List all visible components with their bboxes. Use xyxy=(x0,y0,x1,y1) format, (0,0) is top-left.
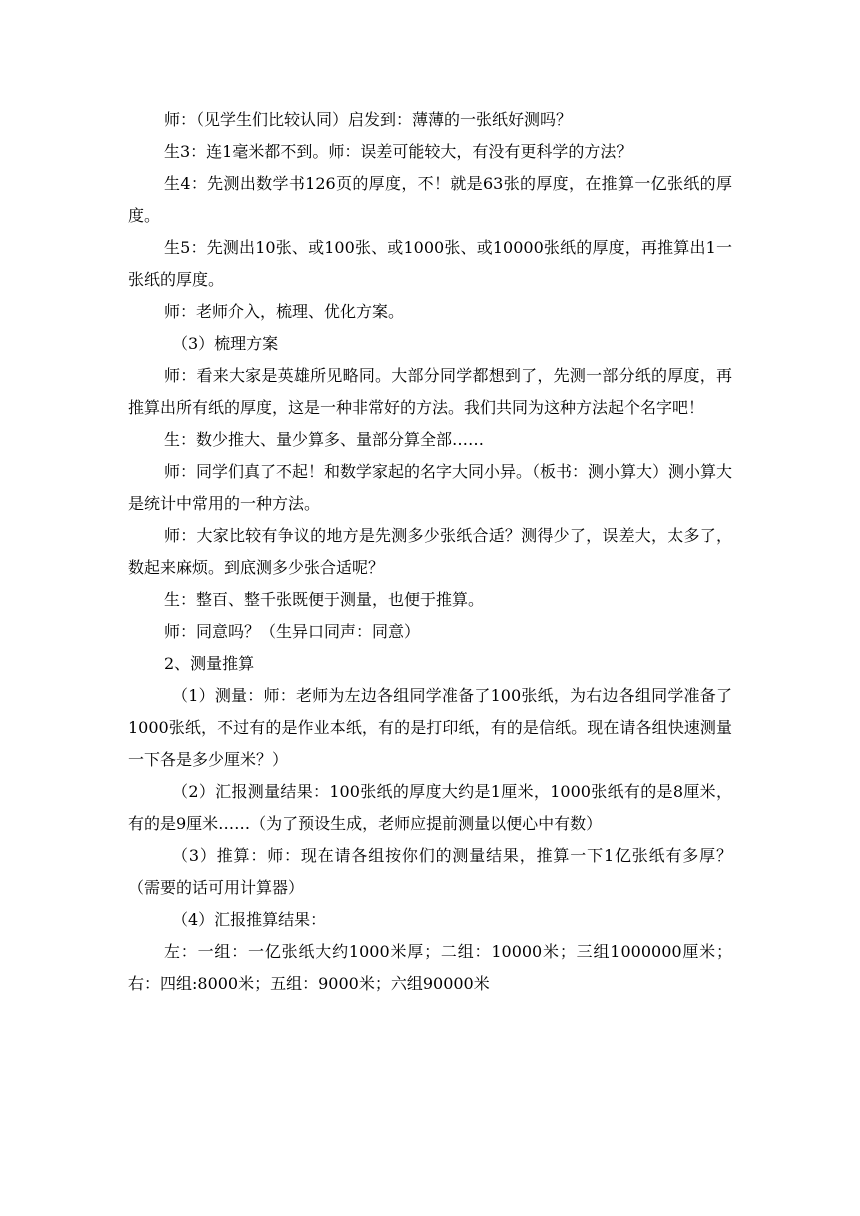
paragraph-measure-step4: （4）汇报推算结果： xyxy=(172,910,327,929)
paragraph-teacher-praise: 师：同学们真了不起！和数学家起的名字大同小异。（板书：测小算大）测小算大是统计中常用的一种方法。 xyxy=(128,462,733,513)
paragraph-teacher-agree: 师：同意吗？（生异口同声：同意） xyxy=(164,622,421,641)
paragraph-student-round: 生：整百、整千张既便于测量，也便于推算。 xyxy=(164,590,485,609)
paragraph-student3: 生3：连1毫米都不到。师：误差可能较大，有没有更科学的方法？ xyxy=(164,142,633,161)
paragraph-measure-step1: （1）测量：师：老师为左边各组同学准备了100张纸，为右边各组同学准备了1000张纸，不过有的是作业本纸，有的是打印纸，有的是信纸。现在请各组快速测量一下各是多少厘米？） xyxy=(128,686,732,769)
paragraph-measure-step2: （2）汇报测量结果：100张纸的厚度大约是1厘米，1000张纸有的是8厘米，有的是9厘米……（为了预设生成，老师应提前测量以便心中有数） xyxy=(128,782,732,833)
section-heading-measure: 2、测量推算 xyxy=(164,654,255,673)
paragraph-results: 左：一组：一亿张纸大约1000米厚；二组：10000米；三组1000000厘米；右：四组:8000米；五组：9000米；六组90000米 xyxy=(128,942,732,993)
document-body xyxy=(128,104,732,1000)
section-heading-organize: （3）梳理方案 xyxy=(172,334,279,353)
paragraph-student5: 生5：先测出10张、或100张、或1000张、或10000张纸的厚度，再推算出1一张纸的厚度。 xyxy=(128,238,732,289)
paragraph-teacher-consensus: 师：看来大家是英雄所见略同。大部分同学都想到了，先测一部分纸的厚度，再推算出所有纸的厚度，这是一种非常好的方法。我们共同为这种方法起个名字吧！ xyxy=(128,366,732,417)
paragraph-measure-step3: （3）推算：师：现在请各组按你们的测量结果，推算一下1亿张纸有多厚？（需要的话可用计算器） xyxy=(128,846,732,897)
paragraph-teacher-dispute: 师：大家比较有争议的地方是先测多少张纸合适？测得少了，误差大，太多了，数起来麻烦。到底测多少张合适呢？ xyxy=(128,526,732,577)
paragraph-teacher-intervene: 师：老师介入，梳理、优化方案。 xyxy=(164,302,405,321)
paragraph-student-names: 生：数少推大、量少算多、量部分算全部…… xyxy=(164,430,485,449)
paragraph-student4: 生4：先测出数学书126页的厚度，不！就是63张的厚度，在推算一亿张纸的厚度。 xyxy=(128,174,732,225)
paragraph-teacher-prompt: 师：（见学生们比较认同）启发到：薄薄的一张纸好测吗？ xyxy=(164,110,573,129)
